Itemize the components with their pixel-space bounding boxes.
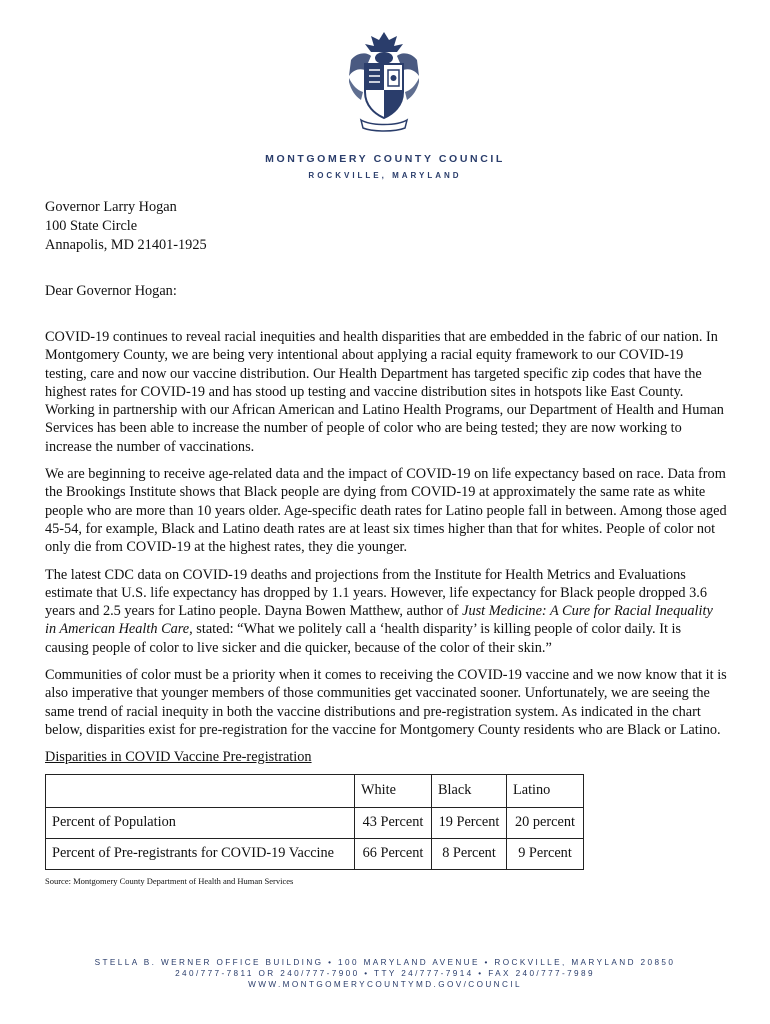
council-location: ROCKVILLE, MARYLAND: [308, 171, 462, 180]
table-header-cell: [46, 774, 355, 807]
address-line-3: Annapolis, MD 21401-1925: [45, 237, 207, 253]
table-row: [46, 807, 584, 838]
table-cell: 20 percent: [507, 807, 584, 838]
letter-body: [45, 328, 727, 890]
table-cell: 43 Percent: [355, 807, 432, 838]
table-header-cell: Latino: [507, 774, 584, 807]
table-title: Disparities in COVID Vaccine Pre-registration: [45, 749, 312, 766]
paragraph-2: We are beginning to receive age-related data and the impact of COVID-19 on life expectancy based on race. Data from the Brookings Institute shows that Black people are dying from COVID-19 at approximately the same rate as white people who are more than 10 years older. Age-specific death rates for Latino people fall in between. Among those aged 45-54, for example, Black and Latino death rates are at least six times higher than that for whites. People of color not only die from COVID-19 at the highest rates, they die younger.: [45, 466, 727, 556]
table-source-note: Source: Montgomery County Department of Health and Human Services: [45, 875, 294, 886]
footer-address: STELLA B. WERNER OFFICE BUILDING • 100 MARYLAND AVENUE • ROCKVILLE, MARYLAND 20850: [94, 958, 676, 967]
table-cell: 66 Percent: [355, 838, 432, 869]
table-header-cell: Black: [432, 774, 507, 807]
footer-website: WWW.MONTGOMERYCOUNTYMD.GOV/COUNCIL: [248, 980, 522, 989]
table-cell: 9 Percent: [507, 838, 584, 869]
table-row: [46, 838, 584, 869]
council-name: MONTGOMERY COUNTY COUNCIL: [265, 153, 505, 165]
paragraph-3: [45, 566, 727, 657]
table-header-cell: White: [355, 774, 432, 807]
recipient-address: [45, 198, 207, 255]
footer-phone: 240/777-7811 OR 240/777-7900 • TTY 24/777-7914 • FAX 240/777-7989: [175, 969, 595, 978]
table-header-row: [46, 774, 584, 807]
paragraph-3-part-b: stated: “What we politely call a ‘health disparity’ is killing people of color daily. It is causing people of color to live sicker and die quicker, because of the color of their skin.”: [45, 621, 682, 656]
book-title: Just Medicine: A Cure for Racial Inequality in American Health Care,: [45, 603, 713, 638]
disparities-table: [45, 774, 584, 870]
paragraph-4: Communities of color must be a priority when it comes to receiving the COVID-19 vaccine and we now know that it is also imperative that younger members of those communities get vaccinated sooner. Unfortunately, we are seeing the same trend of racial inequity in both the vaccine distributions and pre-registration system. As indicated in the chart below, disparities exist for pre-registration for the vaccine for Montgomery County residents who are Black or Latino.: [45, 667, 727, 738]
paragraph-3-part-a: The latest CDC data on COVID-19 deaths and projections from the Institute for Health Metrics and Evaluations estimate that U.S. life expectancy has dropped by 1.1 years. However, life expectancy for Black people dropped 3.6 years and 2.5 years for Latino people. Dayna Bowen Matthew, author of: [45, 566, 708, 620]
paragraph-1: COVID-19 continues to reveal racial inequities and health disparities that are embedded in the fabric of our nation. In Montgomery County, we are being very intentional about applying a racial equity framework to our COVID-19 testing, care and now our vaccine distribution. Our Health Department has targeted specific zip codes that have the highest rates for COVID-19 and has stood up testing and vaccine distribution sites in hotspots like East County. Working in partnership with our African American and Latino Health Programs, our Department of Health and Human Services has been able to increase the number of people of color who are being tested; they are now working to increase the number of vaccinations.: [45, 329, 724, 455]
county-seal-icon: [345, 30, 423, 134]
table-cell: Percent of Population: [46, 807, 355, 838]
table-cell: Percent of Pre-registrants for COVID-19 Vaccine: [46, 838, 355, 869]
salutation: Dear Governor Hogan:: [45, 283, 177, 299]
table-cell: 8 Percent: [432, 838, 507, 869]
table-cell: 19 Percent: [432, 807, 507, 838]
address-line-1: Governor Larry Hogan: [45, 199, 177, 215]
address-line-2: 100 State Circle: [45, 218, 138, 234]
